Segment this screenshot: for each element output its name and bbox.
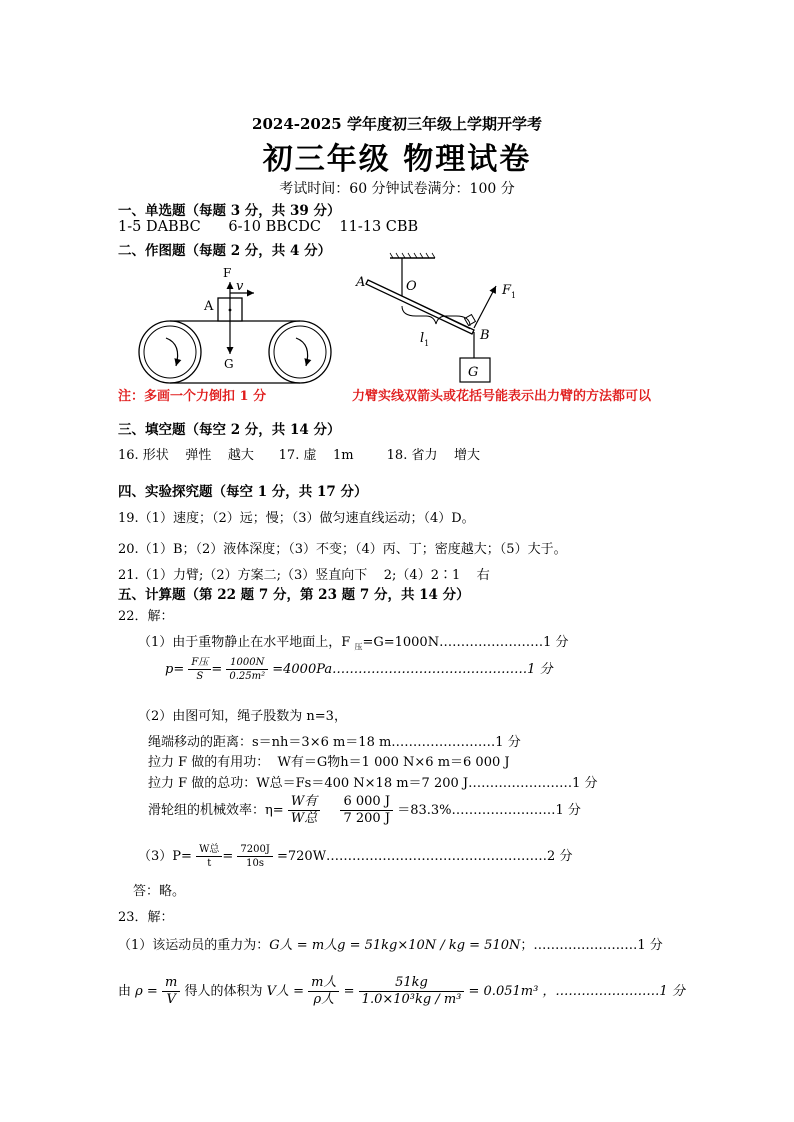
section-4-heading: 四、实验探究题（每空 1 分，共 17 分） [118,484,368,500]
force-f1-arrow [474,286,496,328]
label-b: B [480,328,490,343]
section-1-answers: 1-5 DABBC 6-10 BBCDC 11-13 CBB [118,219,419,235]
q22-line1: （1）由于重物静止在水平地面上，F $_压$=G=1000N……………………1 分 [138,635,569,652]
note-left: 注：多画一个力倒扣 1 分 [118,389,267,404]
label-a: A [356,275,366,290]
exam-subtitle: 2024-2025 学年度初三年级上学期开学考 [252,115,542,133]
q22-line4: 绳端移动的距离：s＝nh＝3×6 m＝18 m……………………1 分 [148,735,521,750]
q22-line6: 拉力 F 做的总功：W总＝Fs＝400 N×18 m＝7 200 J……………………1 分 [148,776,598,791]
q22-label: 22．解： [118,609,174,624]
q19-answer: 19.（1）速度；（2）远；慢；（3）做匀速直线运动；（4）D。 [118,511,475,526]
label-o: O [406,279,417,294]
label-v: v [236,279,244,294]
q22-answer: 答：略。 [133,884,186,899]
q23-line1: （1）该运动员的重力为：G人 = m人g = 51kg×10N / kg = 510N；……………………1 分 [118,938,663,953]
section-5-heading: 五、计算题（第 22 题 7 分，第 23 题 7 分，共 14 分） [118,587,470,603]
conveyor-figure [130,262,340,387]
label-l1: $l_1$ [420,331,430,348]
right-roller-inner [274,326,326,378]
exam-meta: 考试时间：60 分钟试卷满分：100 分 [279,181,515,197]
section-2-heading: 二、作图题（每题 2 分，共 4 分） [118,243,332,259]
left-roller [139,321,201,383]
q21-answer: 21.（1）力臂;（2）方案二;（3）竖直向下 2;（4）2∶1 右 [118,568,490,583]
left-roller-inner [144,326,196,378]
label-a: A [204,299,214,314]
q23-label: 23．解： [118,910,174,925]
label-g: G [468,365,479,380]
q22-line5: 拉力 F 做的有用功： W有＝G物h＝1 000 N×6 m＝6 000 J [148,755,510,770]
label-f: F [223,266,232,280]
right-rotation-arrow [296,338,308,366]
left-rotation-arrow [166,338,178,366]
section-3-heading: 三、填空题（每空 2 分，共 14 分） [118,422,341,438]
label-f1: $F_1$ [502,283,517,300]
q23-line2: 由 ρ = $\frac{m}{V}$ 得人的体积为 V人 = $\frac{\text{m人}}{\text{ρ人}}$ = $\frac{51kg}{\text{1.0×10³kg / m³}}$ = 0.051m³ ，……………………1 分 [118,975,685,1007]
q22-power: （3）P= $\frac{\text{W总}}{t}$ = $\frac{7200J}{10s}$ =720W……………………………………………2 分 [138,844,573,869]
exam-title: 初三年级 物理试卷 [262,142,532,177]
label-g: G [224,357,234,371]
q22-efficiency: 滑轮组的机械效率：η= $\frac{\text{W有}}{\text{W总}}$ $\frac{6 000 J}{7 200 J}$ ＝83.3%……………………1 分 [148,794,581,826]
note-right: 力臂实线双箭头或花括号能表示出力臂的方法都可以 [352,389,652,404]
q20-answer: 20.（1）B；（2）液体深度；（3）不变；（4）丙、丁；密度越大；（5）大于。 [118,542,567,557]
q22-line3: （2）由图可知，绳子股数为 n=3， [138,709,347,724]
q22-pressure-formula: p= $\frac{\text{F压}}{S}$ = $\frac{1000N}{\text{0.25m²}}$ =4000Pa………………………………………1 分 [165,657,553,682]
right-roller [269,321,331,383]
lever-bar [366,280,474,334]
section-3-answers: 16. 形状 弹性 越大 17. 虚 1m 18. 省力 增大 [118,448,480,463]
section-1-heading: 一、单选题（每题 3 分，共 39 分） [118,203,341,219]
lever-figure [350,250,530,385]
